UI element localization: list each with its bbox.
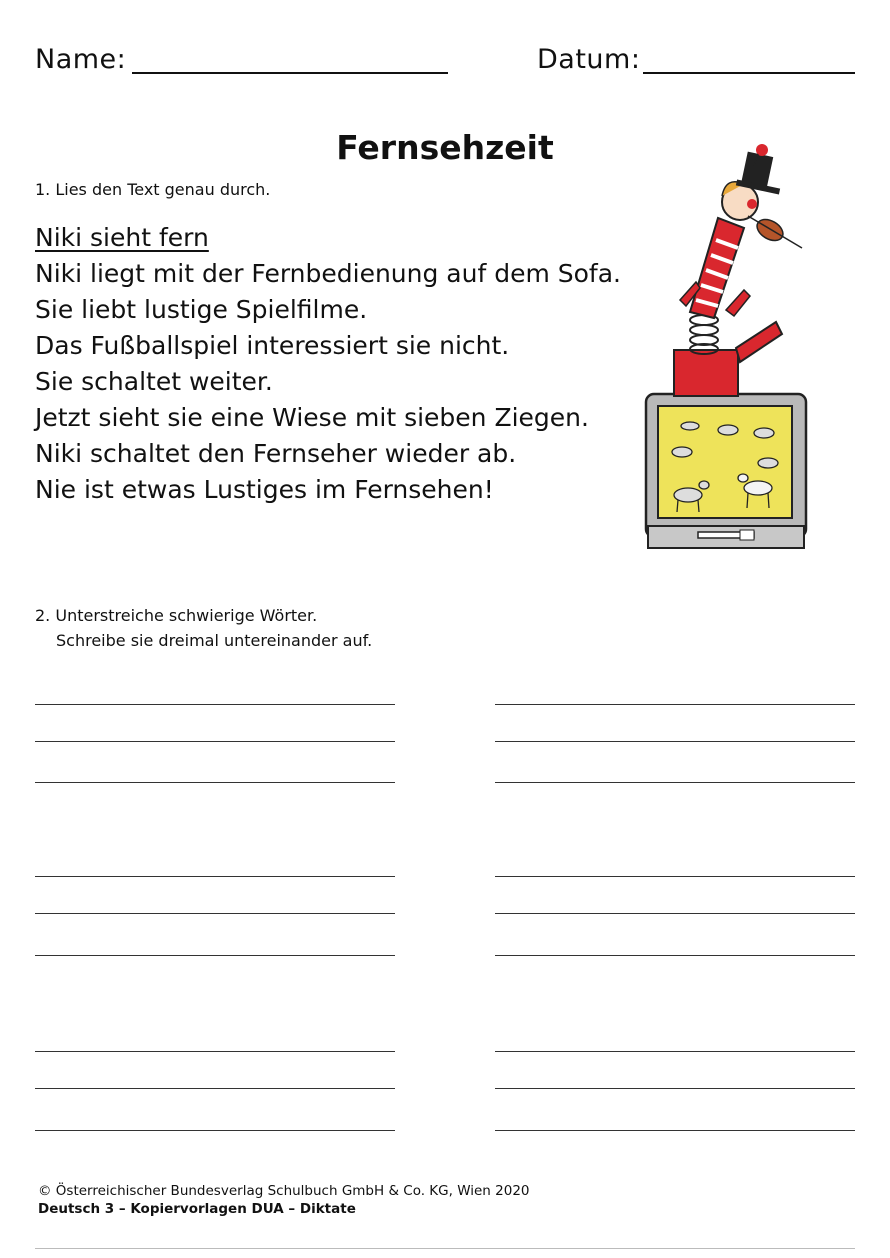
footer-divider xyxy=(35,1248,855,1249)
story-line: Sie schaltet weiter. xyxy=(35,367,273,396)
story-line: Niki schaltet den Fernseher wieder ab. xyxy=(35,439,517,468)
story-line: Niki liegt mit der Fernbedienung auf dem Sofa. xyxy=(35,259,621,288)
writing-line[interactable] xyxy=(35,1051,395,1052)
date-label: Datum: xyxy=(537,44,641,75)
name-label: Name: xyxy=(35,44,127,75)
story-heading: Niki sieht fern xyxy=(35,223,209,252)
task-2-instruction-line-2: Schreibe sie dreimal untereinander auf. xyxy=(56,631,373,650)
spring-icon xyxy=(690,315,718,354)
series-label: Deutsch 3 – Kopiervorlagen DUA – Diktate xyxy=(38,1201,356,1217)
writing-line[interactable] xyxy=(35,1130,395,1131)
story-line: Das Fußballspiel interessiert sie nicht. xyxy=(35,331,510,360)
writing-line[interactable] xyxy=(35,913,395,914)
clown-icon xyxy=(680,144,802,318)
name-field-line[interactable] xyxy=(132,72,448,74)
story-line: Jetzt sieht sie eine Wiese mit sieben Ziegen. xyxy=(35,403,589,432)
writing-line[interactable] xyxy=(495,913,855,914)
page-title: Fernsehzeit xyxy=(336,128,554,167)
task-2-instruction: 2. Unterstreiche schwierige Wörter. xyxy=(35,606,318,625)
writing-line[interactable] xyxy=(495,1130,855,1131)
copyright-notice: © Österreichischer Bundesverlag Schulbuch GmbH & Co. KG, Wien 2020 xyxy=(38,1183,530,1199)
writing-line[interactable] xyxy=(495,955,855,956)
writing-line[interactable] xyxy=(35,704,395,705)
writing-line[interactable] xyxy=(495,876,855,877)
date-field-line[interactable] xyxy=(643,72,855,74)
task-1-instruction: 1. Lies den Text genau durch. xyxy=(35,180,271,199)
story-line: Sie liebt lustige Spielfilme. xyxy=(35,295,368,324)
television-icon xyxy=(646,394,806,548)
writing-line[interactable] xyxy=(495,704,855,705)
writing-line[interactable] xyxy=(35,876,395,877)
story-text xyxy=(35,220,621,508)
box-icon xyxy=(674,322,782,396)
writing-line[interactable] xyxy=(495,782,855,783)
writing-line[interactable] xyxy=(495,1051,855,1052)
writing-line[interactable] xyxy=(35,1088,395,1089)
writing-line[interactable] xyxy=(35,955,395,956)
writing-line[interactable] xyxy=(35,782,395,783)
clown-tv-illustration xyxy=(640,130,820,560)
story-line: Nie ist etwas Lustiges im Fernsehen! xyxy=(35,475,494,504)
writing-line[interactable] xyxy=(35,741,395,742)
writing-line[interactable] xyxy=(495,741,855,742)
writing-line[interactable] xyxy=(495,1088,855,1089)
